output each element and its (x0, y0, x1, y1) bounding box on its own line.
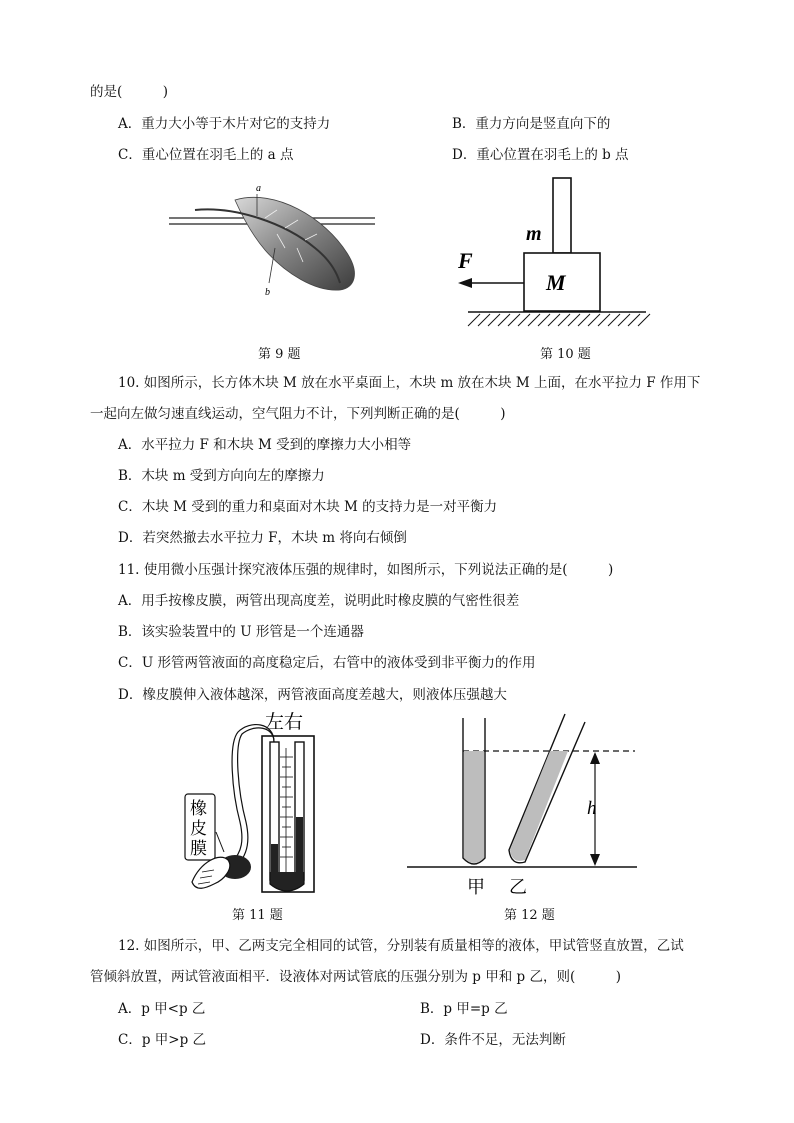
q12-option-c: C．p 甲>p 乙 (118, 1032, 207, 1048)
q10-option-d: D．若突然撤去水平拉力 F，木块 m 将向右倾倒 (118, 530, 407, 546)
q11-option-d: D．橡皮膜伸入液体越深，两管液面高度差越大，则液体压强越大 (118, 687, 507, 703)
test-tubes-figure (405, 710, 640, 900)
label-yi: 乙 (509, 877, 527, 898)
label-F: F (458, 248, 473, 273)
blocks-figure (450, 172, 660, 332)
q9-option-c: C．重心位置在羽毛上的 a 点 (118, 147, 294, 163)
pressure-gauge-figure (180, 712, 330, 897)
q9-option-b: B．重力方向是竖直向下的 (452, 116, 611, 132)
label-membrane-1: 橡 (190, 799, 207, 819)
label-M: M (546, 270, 566, 295)
label-membrane-2: 皮 (190, 819, 207, 839)
q11-option-a: A．用手按橡皮膜，两管出现高度差，说明此时橡皮膜的气密性很差 (118, 593, 520, 609)
q9-stem-tail: 的是( ) (90, 84, 169, 100)
q10-stem-line1: 10. 如图所示，长方体木块 M 放在水平桌面上，木块 m 放在木块 M 上面，在水平拉力 F 作用下 (118, 375, 701, 391)
q10-option-b: B．木块 m 受到方向向左的摩擦力 (118, 468, 325, 484)
label-left-right: 左右 (265, 712, 304, 733)
q9-option-d: D．重心位置在羽毛上的 b 点 (452, 147, 629, 163)
q12-option-a: A．p 甲<p 乙 (118, 1001, 206, 1017)
caption-fig12: 第 12 题 (504, 908, 555, 923)
q11-stem: 11. 使用微小压强计探究液体压强的规律时，如图所示，下列说法正确的是( ) (118, 562, 614, 578)
q12-stem-line1: 12. 如图所示，甲、乙两支完全相同的试管，分别装有质量相等的液体，甲试管竖直放置，乙试 (118, 938, 684, 954)
q12-option-b: B．p 甲=p 乙 (420, 1001, 508, 1017)
caption-fig9: 第 9 题 (258, 347, 301, 362)
q12-stem-line2: 管倾斜放置，两试管液面相平．设液体对两试管底的压强分别为 p 甲和 p 乙，则( ) (90, 969, 621, 985)
q9-option-a: A．重力大小等于木片对它的支持力 (118, 116, 331, 132)
label-jia: 甲 (467, 877, 485, 898)
q10-option-c: C．木块 M 受到的重力和桌面对木块 M 的支持力是一对平衡力 (118, 499, 498, 515)
feather-label-b: b (265, 287, 270, 298)
q12-option-d: D．条件不足，无法判断 (420, 1032, 566, 1048)
feather-figure (165, 178, 380, 303)
label-h: h (587, 798, 597, 819)
caption-fig11: 第 11 题 (232, 908, 283, 923)
q11-option-b: B．该实验装置中的 U 形管是一个连通器 (118, 624, 364, 640)
label-m: m (526, 223, 542, 245)
q11-option-c: C．U 形管两管液面的高度稳定后，右管中的液体受到非平衡力的作用 (118, 655, 536, 671)
label-membrane-3: 膜 (190, 839, 207, 859)
q10-stem-line2: 一起向左做匀速直线运动，空气阻力不计，下列判断正确的是( ) (90, 406, 506, 422)
caption-fig10: 第 10 题 (540, 347, 591, 362)
feather-label-a: a (256, 183, 261, 194)
q10-option-a: A．水平拉力 F 和木块 M 受到的摩擦力大小相等 (118, 437, 412, 453)
